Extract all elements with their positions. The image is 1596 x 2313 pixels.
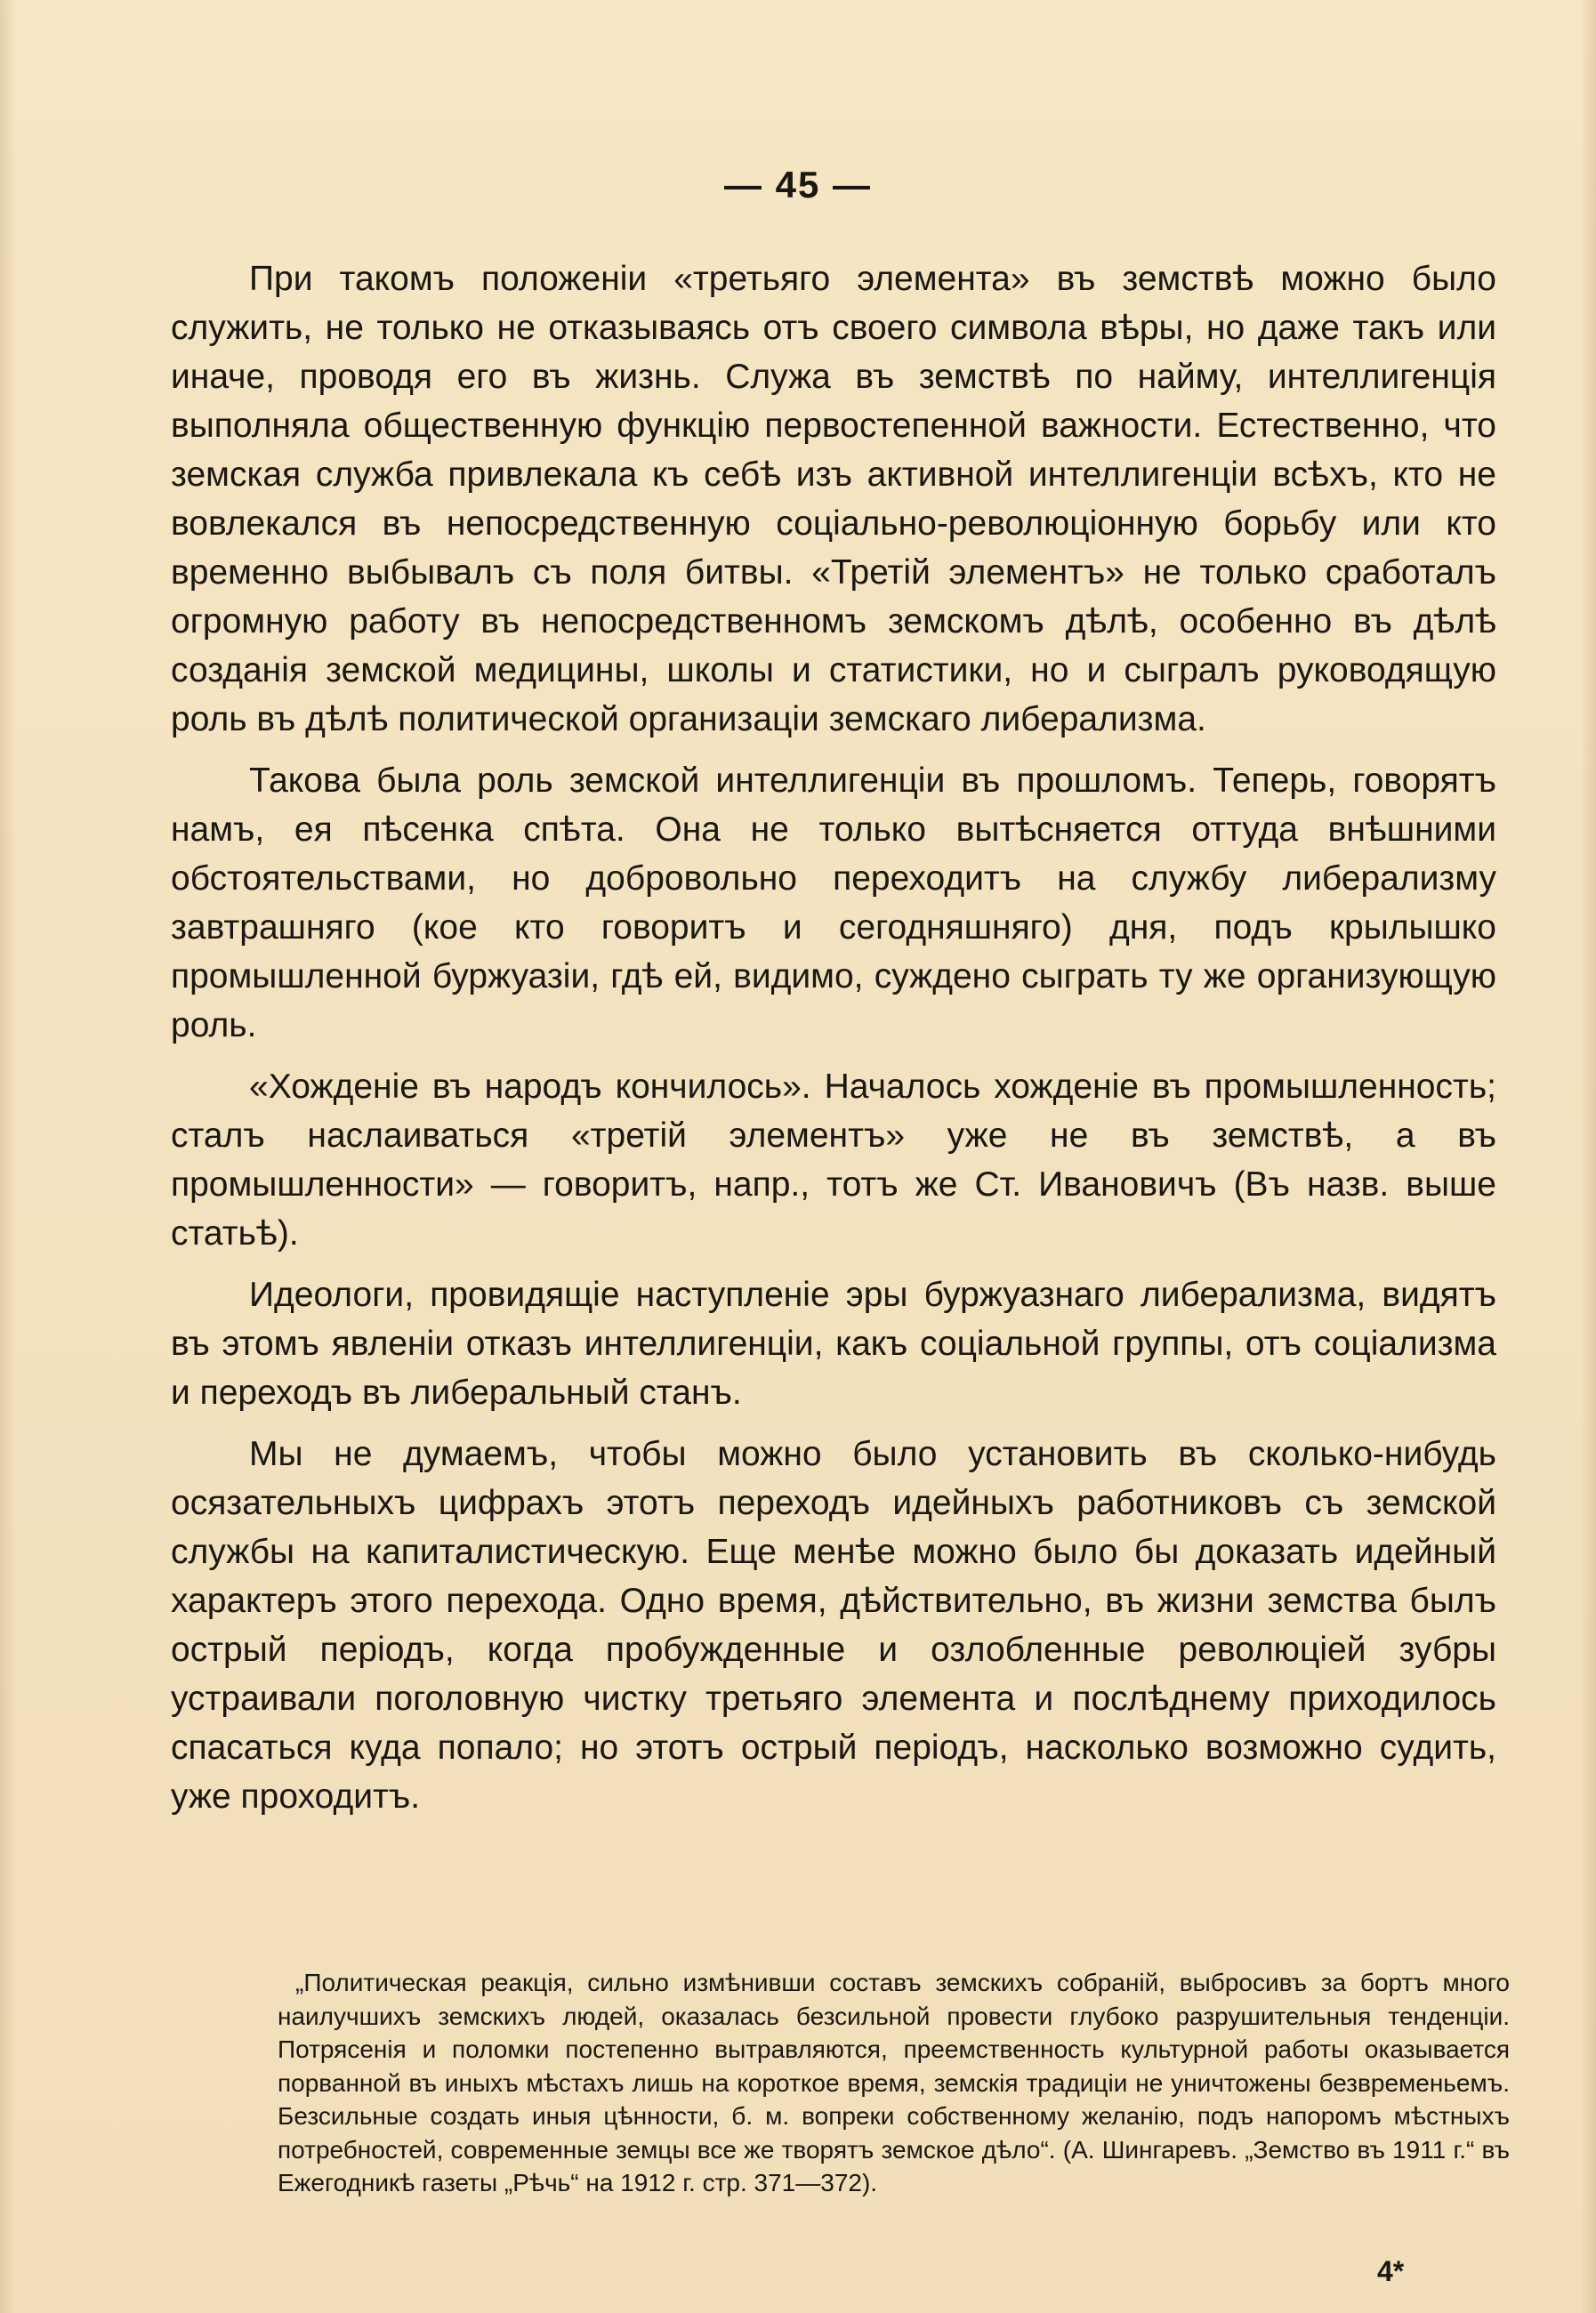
paragraph-1: При такомъ положенiи «третьяго элемента» въ земствѣ можно было служить, не только не отказываясь отъ своего символа вѣры, но даже такъ или иначе, проводя его въ жизнь. Служа въ земствѣ по найму, интеллигенцiя выполняла общественную функцiю первостепенной важности. Естественно, что земская служба привлекала къ себѣ изъ активной интеллигенцiи всѣхъ, кто не вовлекался въ непосредственную соцiально-революцiонную борьбу или кто временно выбывалъ съ поля битвы. «Третiй элементъ» не только сработалъ огромную работу въ непосредственномъ земскомъ дѣлѣ, особенно въ дѣлѣ созданiя земской медицины, школы и статистики, но и сыгралъ руководящую роль въ дѣлѣ политической организацiи земскаго либерализма. [171, 260, 1496, 738]
footnote: „Политическая реакцiя, сильно измѣнивши составъ земскихъ собранiй, выбросивъ за бортъ много наилучшихъ земскихъ людей, оказалась безсильной провести глубоко разрушительныя тенденцiи. Потрясенiя и поломки постепенно вытравляются, преемственность культурной работы оказывается порванной въ иныхъ мѣстахъ лишь на короткое время, земскiя традицiи не уничтожены безвременьемъ. Безсильные создать иныя цѣнности, б. м. вопреки собственному желанiю, подъ напоромъ мѣстныхъ потребностей, современные земцы все же творятъ земское дѣло“. (А. Шингаревъ. „Земство въ 1911 г.“ въ Ежегодникѣ газеты „Рѣчь“ на 1912 г. стр. 371—372). [278, 1969, 1510, 2196]
signature-mark: 4* [1377, 2255, 1405, 2287]
page-number: — 45 — [723, 164, 873, 206]
paragraph-4: Идеологи, провидящiе наступленiе эры буржуазнаго либерализма, видятъ въ этомъ явленiи отказъ интеллигенцiи, какъ соцiальной группы, отъ соцiализма и переходъ въ либеральный станъ. [171, 1276, 1496, 1412]
paragraph-2: Такова была роль земской интеллигенцiи въ прошломъ. Теперь, говорятъ намъ, ея пѣсенка спѣта. Она не только вытѣсняется оттуда внѣшними обстоятельствами, но добровольно переходитъ на службу либерализму завтрашняго (кое кто говоритъ и сегодняшняго) дня, подъ крылышко промышленной буржуазiи, гдѣ ей, видимо, суждено сыграть ту же организующую роль. [171, 762, 1496, 1044]
left-page-edge [0, 0, 16, 2313]
paragraph-5: Мы не думаемъ, чтобы можно было установить въ сколько-нибудь осязательныхъ цифрахъ этотъ переходъ идейныхъ работниковъ съ земской службы на капиталистическую. Еще менѣе можно было бы доказать идейный характеръ этого перехода. Одно время, дѣйствительно, въ жизни земства былъ острый перiодъ, когда пробужденные и озлобленные революцiей зубры устраивали поголовную чистку третьяго элемента и послѣднему приходилось спасаться куда попало; но этотъ острый перiодъ, насколько возможно судить, уже проходитъ. [171, 1435, 1496, 1816]
paragraph-3: «Хожденiе въ народъ кончилось». Началось хожденiе въ промышленность; сталъ наслаиваться «третiй элементъ» уже не въ земствѣ, а въ промышленности» — говоритъ, напр., тотъ же Ст. Ивановичъ (Въ назв. выше статьѣ). [171, 1068, 1496, 1253]
main-text [171, 254, 1496, 1833]
right-page-edge [1580, 0, 1596, 2313]
